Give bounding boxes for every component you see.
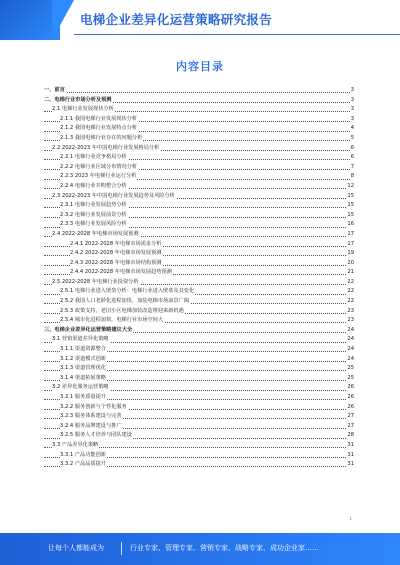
toc-entry-page: 17 xyxy=(346,230,354,240)
toc-entry-page: 3 xyxy=(350,105,354,115)
header-rule xyxy=(74,34,400,35)
toc-entry-page: 22 xyxy=(346,278,354,288)
toc-entry-label: 2.1.3 我国电梯行业存在的问题分析 xyxy=(60,134,143,144)
toc-entry[interactable] xyxy=(44,431,354,441)
header-accent-slant xyxy=(52,0,74,40)
toc-entry-label: 3.2 差异化服务运营策略 xyxy=(52,383,110,393)
toc-entry-page: 17 xyxy=(346,240,354,250)
toc-entry[interactable] xyxy=(44,268,354,278)
toc-entry-label: 2.2.1 电梯行业竞争格局分析 xyxy=(60,153,128,163)
toc-entry-page: 16 xyxy=(346,220,354,230)
toc-entry[interactable] xyxy=(44,335,354,345)
toc-entry[interactable] xyxy=(44,441,354,451)
page-number: 1 xyxy=(349,516,352,521)
toc-entry[interactable] xyxy=(44,86,354,96)
toc-entry-page: 25 xyxy=(346,374,354,384)
toc-entry[interactable] xyxy=(44,355,354,365)
toc-entry-label: 2.1.2 我国电梯行业发展特点分析 xyxy=(60,124,138,134)
toc-entry-label: 2.1 电梯行业发展现状分析 xyxy=(52,105,115,115)
toc-entry-label: 2.1.1 我国电梯行业发展现状分析 xyxy=(60,115,138,125)
toc-entry-label: 3.2.3 服务体系建设与完善 xyxy=(60,412,123,422)
toc-entry-label: 3.1 营销渠道差异化策略 xyxy=(52,335,110,345)
toc-entry-label: 二、电梯行业市场分析及预测 xyxy=(44,96,112,106)
toc-entry[interactable] xyxy=(44,115,354,125)
report-title: 电梯企业差异化运营策略研究报告 xyxy=(80,12,273,27)
toc-entry[interactable] xyxy=(44,220,354,230)
toc-entry[interactable] xyxy=(44,451,354,461)
toc-entry[interactable] xyxy=(44,345,354,355)
toc-entry-page: 3 xyxy=(350,115,354,125)
toc-entry-label: 2.2.2 电梯行业区域分布情况分析 xyxy=(60,163,138,173)
toc-entry-page: 26 xyxy=(346,403,354,413)
toc-entry[interactable] xyxy=(44,201,354,211)
toc-entry-label: 2.2.3 2023 年电梯行业运行分析 xyxy=(60,172,137,182)
toc-entry[interactable] xyxy=(44,287,354,297)
toc-entry[interactable] xyxy=(44,124,354,134)
toc-entry[interactable] xyxy=(44,105,354,115)
toc-entry[interactable] xyxy=(44,374,354,384)
toc-heading: 内容目录 xyxy=(176,60,224,73)
toc-entry[interactable] xyxy=(44,249,354,259)
toc-entry[interactable] xyxy=(44,153,354,163)
toc-entry-page: 3 xyxy=(350,96,354,106)
toc-entry[interactable] xyxy=(44,422,354,432)
toc-entry-page: 26 xyxy=(346,393,354,403)
table-of-contents xyxy=(44,86,354,470)
toc-entry-page: 6 xyxy=(350,153,354,163)
toc-entry-page: 31 xyxy=(346,460,354,470)
toc-entry-label: 3.3 产品差异化策略 xyxy=(52,441,99,451)
toc-entry-page: 27 xyxy=(346,412,354,422)
toc-entry-page: 31 xyxy=(346,451,354,461)
toc-entry-label: 2.4.4 2022-2028 年电梯市场发展趋势预测 xyxy=(70,268,173,278)
footer-roles: 行业专家、管理专家、营销专家、战略专家、成功企业家…… xyxy=(130,544,319,552)
toc-entry-label: 2.4.1 2022-2028 年电梯市场需求分析 xyxy=(70,240,162,250)
toc-entry[interactable] xyxy=(44,240,354,250)
toc-entry[interactable] xyxy=(44,192,354,202)
toc-entry-label: 2.5.2 我国人口老龄化进程加快，加装电梯市场前景广阔 xyxy=(60,297,190,307)
toc-entry-page: 20 xyxy=(346,259,354,269)
toc-entry[interactable] xyxy=(44,307,354,317)
footer-divider xyxy=(121,542,122,555)
toc-entry-label: 三、电梯企业差异化运营策略建议大全 xyxy=(44,326,133,336)
toc-entry-page: 23 xyxy=(346,316,354,326)
toc-entry-label: 3.2.5 服务人才培养与团队建设 xyxy=(60,431,133,441)
toc-entry-page: 27 xyxy=(346,422,354,432)
toc-entry-label: 2.5.1 电梯行业进入壁垒分析：电梯行业进入壁垒及其变化 xyxy=(60,287,195,297)
toc-entry-page: 5 xyxy=(350,134,354,144)
toc-entry-page: 22 xyxy=(346,287,354,297)
toc-entry-page: 15 xyxy=(346,211,354,221)
footer-slogan: 让每个人都能成为 xyxy=(48,544,104,552)
toc-entry-label: 3.2.2 服务创新与个性化服务 xyxy=(60,403,128,413)
toc-entry[interactable] xyxy=(44,96,354,106)
toc-entry-label: 2.3.3 电梯行业发展风险分析 xyxy=(60,220,128,230)
toc-entry-page: 21 xyxy=(346,268,354,278)
toc-entry-page: 4 xyxy=(350,124,354,134)
toc-entry[interactable] xyxy=(44,211,354,221)
toc-entry-page: 28 xyxy=(346,431,354,441)
toc-entry-page: 24 xyxy=(346,345,354,355)
toc-entry-page: 15 xyxy=(346,201,354,211)
toc-entry-page: 24 xyxy=(346,326,354,336)
toc-entry[interactable] xyxy=(44,393,354,403)
toc-entry-page: 15 xyxy=(346,192,354,202)
toc-entry[interactable] xyxy=(44,316,354,326)
page-header xyxy=(0,0,400,40)
toc-entry[interactable] xyxy=(44,172,354,182)
toc-entry-label: 2.5.4 城市化进程加快，电梯行业市场空间大 xyxy=(60,316,164,326)
toc-entry-label: 3.1.1 渠道资源整合 xyxy=(60,345,107,355)
toc-entry-label: 2.5.3 政策支持，老旧小区电梯加装改造将迎来新机遇 xyxy=(60,307,185,317)
toc-entry-label: 2.2 2022-2023 年中国电梯行业发展格局分析 xyxy=(52,144,160,154)
toc-entry[interactable] xyxy=(44,460,354,470)
toc-entry-page: 24 xyxy=(346,335,354,345)
toc-entry[interactable] xyxy=(44,182,354,192)
toc-entry[interactable] xyxy=(44,278,354,288)
toc-entry-label: 3.1.4 渠道拓展策略 xyxy=(60,374,107,384)
toc-entry-label: 3.2.1 服务质量提升 xyxy=(60,393,107,403)
toc-entry-page: 22 xyxy=(346,297,354,307)
header-accent-block xyxy=(0,0,60,40)
page-footer xyxy=(0,533,400,565)
toc-entry-label: 3.1.2 渠道模式创新 xyxy=(60,355,107,365)
toc-entry-page: 3 xyxy=(350,86,354,96)
toc-entry-label: 3.3.2 产品品质提升 xyxy=(60,460,107,470)
toc-entry-page: 26 xyxy=(346,383,354,393)
toc-entry-page: 24 xyxy=(346,355,354,365)
toc-entry-page: 12 xyxy=(346,182,354,192)
toc-entry[interactable] xyxy=(44,383,354,393)
toc-entry[interactable] xyxy=(44,163,354,173)
toc-entry-label: 2.4.3 2022-2028 年电梯市场结构预测 xyxy=(70,259,162,269)
toc-entry-page: 8 xyxy=(350,172,354,182)
toc-entry-page: 6 xyxy=(350,144,354,154)
toc-entry-page: 23 xyxy=(346,307,354,317)
toc-entry-label: 2.3.1 电梯行业发展趋势分析 xyxy=(60,201,128,211)
toc-entry-label: 3.2.4 服务品牌建设与推广 xyxy=(60,422,123,432)
toc-entry[interactable] xyxy=(44,326,354,336)
toc-entry-page: 19 xyxy=(346,249,354,259)
toc-entry[interactable] xyxy=(44,259,354,269)
toc-entry-page: 7 xyxy=(350,163,354,173)
toc-entry-page: 25 xyxy=(346,364,354,374)
toc-entry[interactable] xyxy=(44,134,354,144)
toc-entry-label: 3.1.3 渠道管理优化 xyxy=(60,364,107,374)
toc-entry-label: 2.4 2022-2028 年电梯市场发展预测 xyxy=(52,230,140,240)
toc-entry-page: 31 xyxy=(346,441,354,451)
toc-leader-dots xyxy=(44,92,354,93)
toc-entry-label: 3.3.1 产品功能创新 xyxy=(60,451,107,461)
toc-entry-label: 2.5 2022-2028 年电梯行业投资分析 xyxy=(52,278,140,288)
toc-entry[interactable] xyxy=(44,412,354,422)
toc-entry[interactable] xyxy=(44,364,354,374)
toc-entry-label: 2.4.2 2022-2028 年电梯市场发展预测 xyxy=(70,249,162,259)
toc-entry[interactable] xyxy=(44,297,354,307)
toc-entry[interactable] xyxy=(44,403,354,413)
toc-entry-label: 一、前言 xyxy=(44,86,66,96)
toc-entry[interactable] xyxy=(44,144,354,154)
toc-entry-label: 2.2.4 电梯行业并购整合分析 xyxy=(60,182,128,192)
toc-entry-label: 2.3 2022-2023 年中国电梯行业发展趋势及风险分析 xyxy=(52,192,176,202)
toc-entry-label: 2.3.2 电梯行业发展前景分析 xyxy=(60,211,128,221)
toc-entry[interactable] xyxy=(44,230,354,240)
